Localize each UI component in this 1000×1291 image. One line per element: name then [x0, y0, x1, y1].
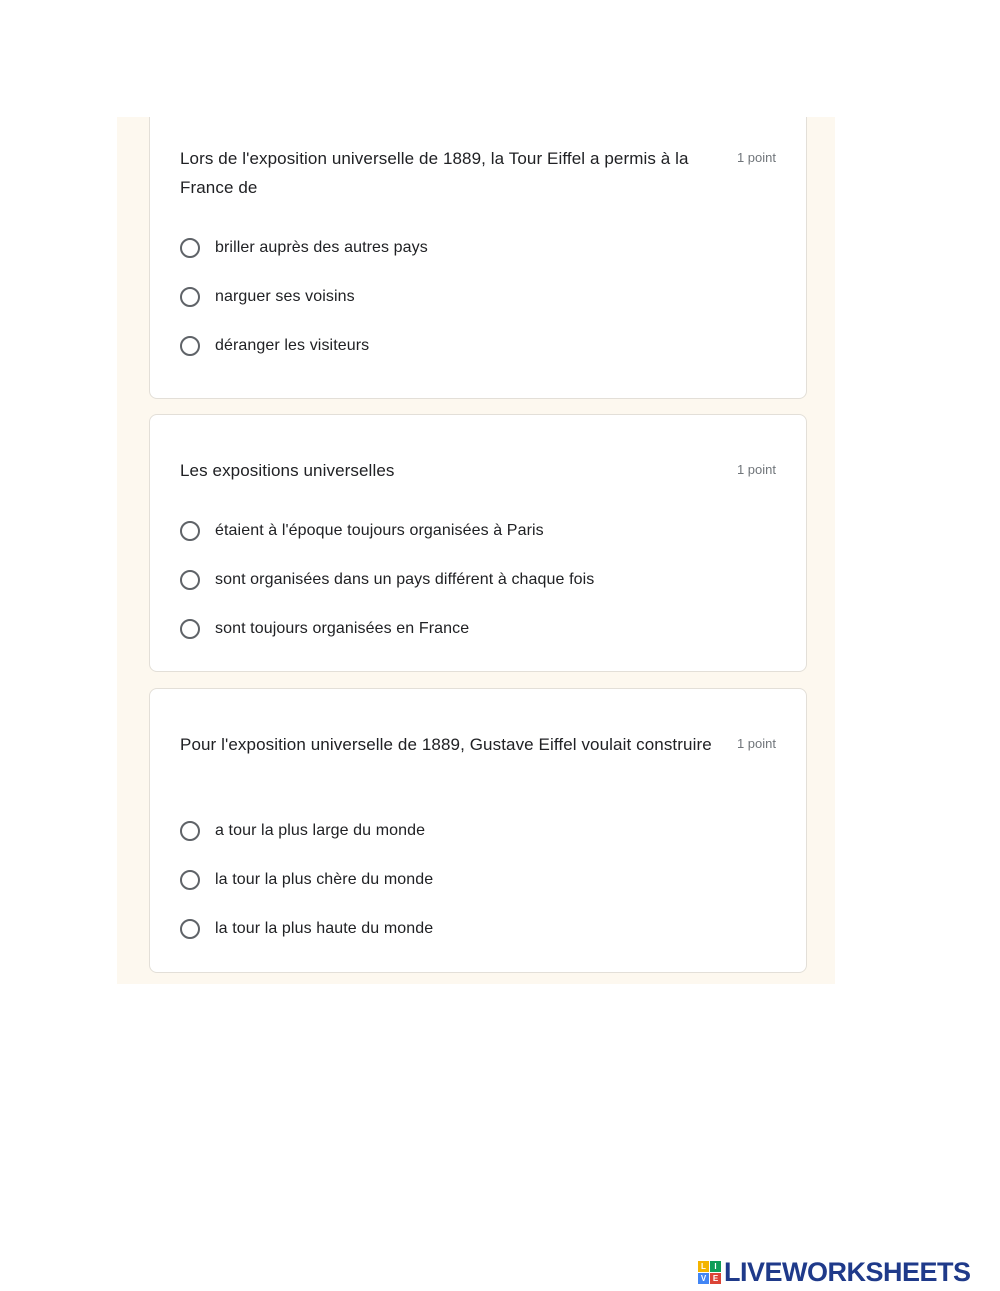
- form-screenshot: [117, 117, 835, 984]
- option-item[interactable]: [180, 904, 776, 953]
- radio-button-icon[interactable]: [180, 619, 200, 639]
- option-item[interactable]: [180, 555, 776, 604]
- radio-button-icon[interactable]: [180, 287, 200, 307]
- option-label: a tour la plus large du monde: [215, 821, 426, 839]
- option-item[interactable]: [180, 223, 776, 272]
- question-points: 1 point: [736, 150, 776, 165]
- logo-badge-icon: [698, 1261, 721, 1284]
- option-label: sont toujours organisées en France: [215, 619, 470, 637]
- logo-badge-letter: V: [698, 1273, 709, 1284]
- option-label: la tour la plus haute du monde: [215, 919, 434, 937]
- question-card-2: [149, 414, 807, 672]
- logo-badge-letter: L: [698, 1261, 709, 1272]
- option-label: narguer ses voisins: [215, 287, 355, 305]
- logo-badge-letter: I: [710, 1261, 721, 1272]
- option-item[interactable]: [180, 506, 776, 555]
- option-label: étaient à l'époque toujours organisées à Paris: [215, 521, 544, 539]
- question-header: [180, 456, 776, 485]
- question-card-1: [149, 117, 807, 399]
- radio-button-icon[interactable]: [180, 336, 200, 356]
- option-item[interactable]: [180, 321, 776, 370]
- option-label: briller auprès des autres pays: [215, 238, 428, 256]
- liveworksheets-logo: [698, 1258, 971, 1286]
- option-item[interactable]: [180, 806, 776, 855]
- radio-button-icon[interactable]: [180, 570, 200, 590]
- radio-button-icon[interactable]: [180, 919, 200, 939]
- radio-button-icon[interactable]: [180, 238, 200, 258]
- option-label: la tour la plus chère du monde: [215, 870, 434, 888]
- option-label: déranger les visiteurs: [215, 336, 370, 354]
- question-points: 1 point: [736, 736, 776, 751]
- option-item[interactable]: [180, 855, 776, 904]
- radio-button-icon[interactable]: [180, 521, 200, 541]
- option-item[interactable]: [180, 604, 776, 653]
- question-title: Les expositions universelles: [180, 461, 395, 480]
- question-title: Pour l'exposition universelle de 1889, Gustave Eiffel voulait construire: [180, 735, 712, 754]
- question-card-3: [149, 688, 807, 973]
- question-title: Lors de l'exposition universelle de 1889, la Tour Eiffel a permis à la France de: [180, 149, 689, 197]
- radio-button-icon[interactable]: [180, 870, 200, 890]
- options-list: [180, 223, 776, 370]
- option-label: sont organisées dans un pays différent à chaque fois: [215, 570, 595, 588]
- question-points: 1 point: [736, 462, 776, 477]
- question-header: [180, 730, 776, 759]
- options-list: [180, 506, 776, 653]
- question-header: [180, 144, 776, 202]
- radio-button-icon[interactable]: [180, 821, 200, 841]
- logo-text: LIVEWORKSHEETS: [724, 1256, 971, 1287]
- logo-badge-letter: E: [710, 1273, 721, 1284]
- options-list: [180, 806, 776, 953]
- option-item[interactable]: [180, 272, 776, 321]
